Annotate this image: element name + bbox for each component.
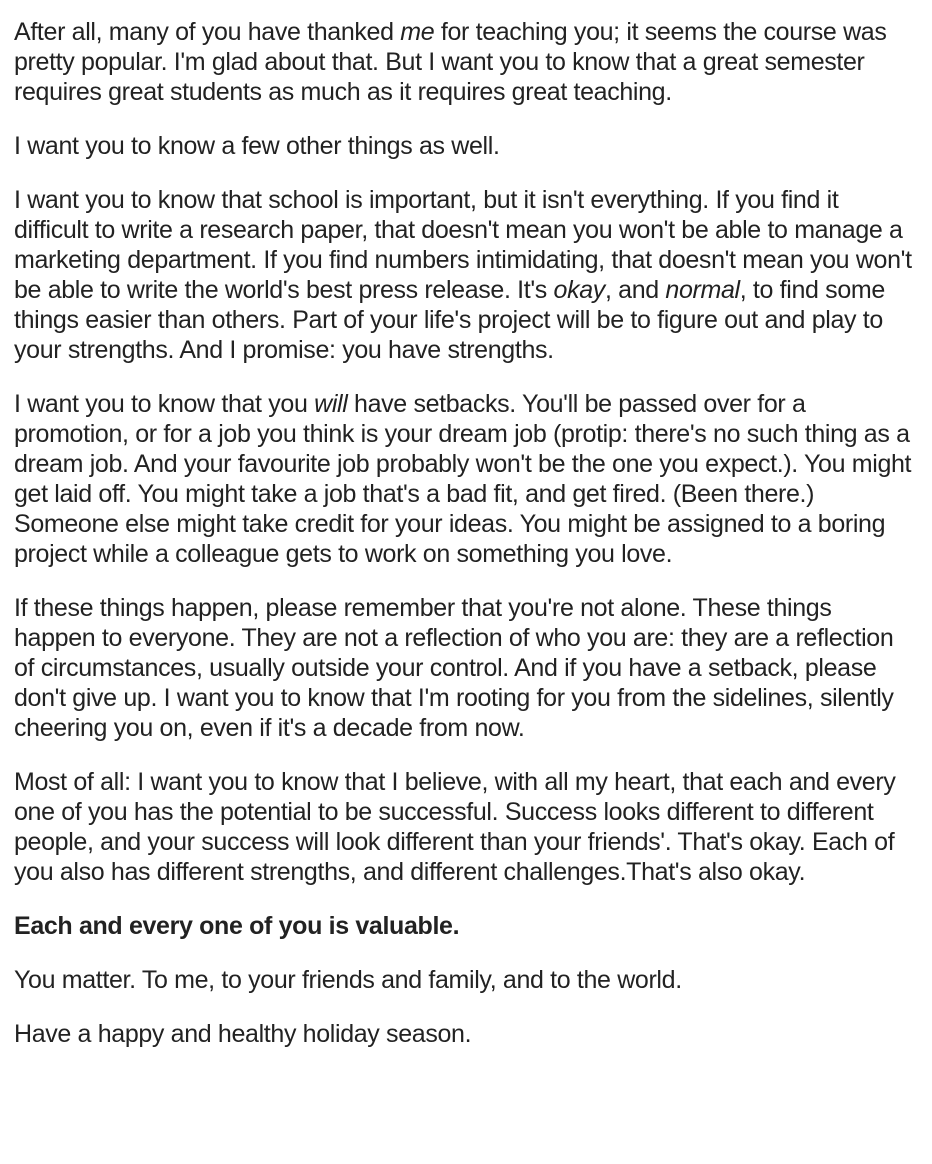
text-run: If these things happen, please remember that you're not alone. These things happen to everyone. They are not a reflection of who you are: they are a reflection of circumstances, usually outside your control. And if you have a setback, please don't give up. I want you to know that I'm rooting for you from the sidelines, silently cheering you on, even if it's a decade from now. <box>14 594 894 742</box>
text-run: After all, many of you have thanked <box>14 18 401 46</box>
text-run: I want you to know that you <box>14 390 315 418</box>
paragraph-school <box>14 185 914 365</box>
paragraph-most-of-all <box>14 767 914 887</box>
paragraph-valuable <box>14 911 914 941</box>
letter-body <box>14 17 914 1073</box>
text-run: Have a happy and healthy holiday season. <box>14 1020 472 1048</box>
text-run: I want you to know a few other things as well. <box>14 132 500 160</box>
text-run-italic: will <box>314 390 348 418</box>
paragraph-you-matter <box>14 965 914 995</box>
text-run: I want you to know that school is important, but it isn't everything. If you find it difficult to write a research paper, that doesn't mean you won't be able to manage a marketing department. If you find numbers intimidating, that doesn't mean you won't be able to write the world's best press release. It's <box>14 186 912 304</box>
text-run: have setbacks. You'll be passed over for a promotion, or for a job you think is your dream job (protip: there's no such thing as a dream job. And your favourite job probably won't be the one you expect.). You might get laid off. You might take a job that's a bad fit, and get fired. (Been there.) Someone else might take credit for your ideas. You might be assigned to a boring project while a colleague gets to work on something you love. <box>14 390 912 568</box>
text-run-italic: normal <box>665 276 740 304</box>
text-run: for teaching you; it seems the course was pretty popular. I'm glad about that. But I want you to know that a great semester requires great students as much as it requires great teaching. <box>14 18 887 106</box>
paragraph-thanks <box>14 17 914 107</box>
text-run-bold: Each and every one of you is valuable. <box>14 912 460 940</box>
text-run-italic: me <box>400 18 435 46</box>
paragraph-holiday <box>14 1019 914 1049</box>
paragraph-not-alone <box>14 593 914 743</box>
paragraph-setbacks <box>14 389 914 569</box>
text-run-italic: okay <box>553 276 605 304</box>
text-run: , and <box>604 276 666 304</box>
text-run: You matter. To me, to your friends and family, and to the world. <box>14 966 682 994</box>
paragraph-intro <box>14 131 914 161</box>
text-run: Most of all: I want you to know that I believe, with all my heart, that each and every one of you has the potential to be successful. Success looks different to different people, and your success will look different than your friends'. That's okay. Each of you also has different strengths, and different challenges.That's also okay. <box>14 768 896 886</box>
text-run: , to find some things easier than others. Part of your life's project will be to figure out and play to your strengths. And I promise: you have strengths. <box>14 276 885 364</box>
